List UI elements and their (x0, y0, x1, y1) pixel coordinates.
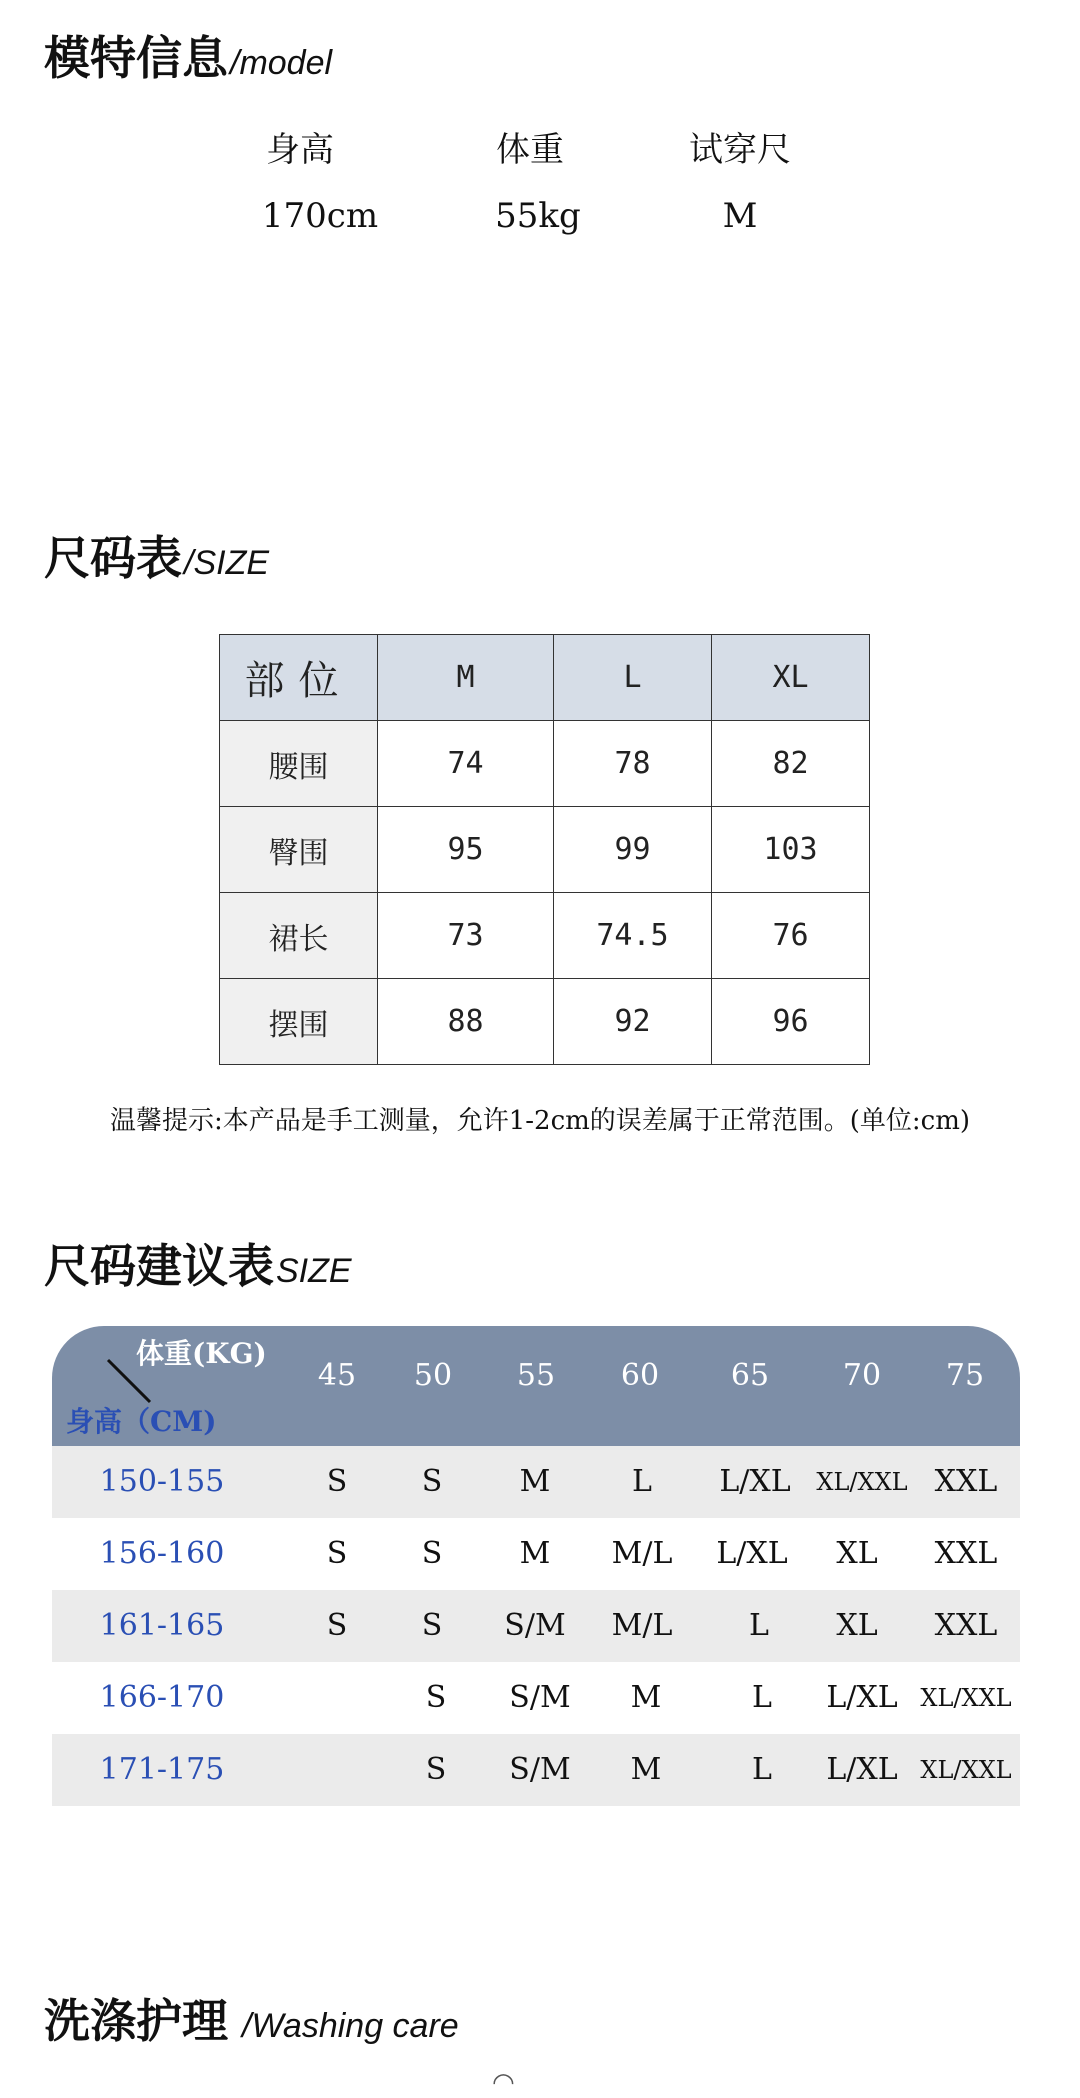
recommend-row (52, 1518, 1020, 1590)
size-cell: XXL (934, 1536, 998, 1571)
size-cell: L/XL (716, 1536, 788, 1571)
table-cell: 88 (378, 979, 554, 1065)
size-cell: M (630, 1680, 662, 1715)
model-title-en: /model (230, 44, 333, 82)
recommend-row (52, 1590, 1020, 1662)
model-value-size: M (722, 196, 758, 236)
weight-col-60: 60 (620, 1358, 660, 1393)
model-section-title (44, 22, 332, 88)
cropped-care-icon: ◠ (492, 2068, 515, 2098)
height-axis-label: 身高（CM) (66, 1405, 217, 1438)
size-cell: S (421, 1536, 443, 1571)
table-row (220, 893, 870, 979)
care-title-zh: 洗涤护理 (44, 1994, 228, 2048)
recommend-table (52, 1326, 1020, 1806)
size-cell: L (749, 1608, 769, 1643)
table-cell: 74.5 (554, 893, 712, 979)
table-row (220, 807, 870, 893)
size-cell: M (519, 1464, 551, 1499)
table-cell: 76 (712, 893, 870, 979)
size-header-part: 部位 (220, 635, 378, 721)
size-cell: L/XL (826, 1752, 898, 1787)
size-cell: XL (836, 1608, 878, 1643)
measurement-note: 温馨提示:本产品是手工测量，允许1-2cm的误差属于正常范围。(单位:cm) (109, 1106, 971, 1136)
size-cell: XL/XXL (920, 1684, 1012, 1712)
part-skirt-length: 裙长 (220, 893, 378, 979)
size-title-en: /SIZE (184, 544, 270, 582)
model-title-zh: 模特信息 (44, 31, 228, 85)
size-cell: S (326, 1464, 348, 1499)
size-title-zh: 尺码表 (44, 531, 182, 585)
size-table-header (220, 635, 870, 721)
recommend-section-title (44, 1230, 352, 1296)
size-cell: L/XL (826, 1680, 898, 1715)
part-hip: 臀围 (220, 807, 378, 893)
table-cell: 92 (554, 979, 712, 1065)
weight-axis-label: 体重(KG) (136, 1337, 267, 1370)
diagonal-divider (104, 1356, 156, 1406)
size-cell: S (326, 1536, 348, 1571)
weight-col-50: 50 (413, 1358, 453, 1393)
table-cell: 103 (712, 807, 870, 893)
size-cell: XXL (934, 1608, 998, 1643)
model-label-weight: 体重 (496, 130, 564, 170)
model-label-height: 身高 (266, 130, 334, 170)
table-cell: 96 (712, 979, 870, 1065)
care-section-title (44, 1985, 459, 2051)
recommend-row (52, 1662, 1020, 1734)
size-cell (282, 1662, 392, 1734)
height-range: 150-155 (99, 1464, 225, 1499)
size-cell: S/M (504, 1608, 566, 1643)
table-row (220, 979, 870, 1065)
model-value-height: 170cm (261, 196, 379, 236)
size-cell: S/M (509, 1752, 571, 1787)
recommend-row (52, 1734, 1020, 1806)
recommend-title-zh: 尺码建议表 (44, 1239, 274, 1293)
care-title-en: /Washing care (242, 2007, 459, 2045)
size-section-title (44, 522, 269, 588)
table-row (220, 721, 870, 807)
size-cell: XL/XXL (920, 1756, 1012, 1784)
part-hem: 摆围 (220, 979, 378, 1065)
size-header-l: L (554, 635, 712, 721)
size-cell: L/XL (719, 1464, 791, 1499)
model-label-size: 试穿尺 (689, 130, 791, 170)
size-cell: L (752, 1752, 772, 1787)
size-cell: S (421, 1608, 443, 1643)
height-range: 166-170 (99, 1680, 225, 1715)
height-range: 156-160 (99, 1536, 225, 1571)
size-cell: S (425, 1680, 447, 1715)
size-cell: XL/XXL (816, 1468, 908, 1496)
size-cell (282, 1734, 392, 1806)
weight-col-55: 55 (516, 1358, 556, 1393)
weight-col-65: 65 (730, 1358, 770, 1393)
model-value-weight: 55kg (495, 196, 581, 236)
table-cell: 82 (712, 721, 870, 807)
table-cell: 73 (378, 893, 554, 979)
height-range: 161-165 (99, 1608, 225, 1643)
size-cell: M (519, 1536, 551, 1571)
size-header-m: M (378, 635, 554, 721)
weight-col-70: 70 (842, 1358, 882, 1393)
recommend-header (52, 1326, 1020, 1446)
recommend-title-en: SIZE (276, 1252, 352, 1290)
table-cell: 78 (554, 721, 712, 807)
table-cell: 99 (554, 807, 712, 893)
size-cell: S/M (509, 1680, 571, 1715)
size-cell: XXL (934, 1464, 998, 1499)
size-table (219, 634, 870, 1065)
size-cell: M (630, 1752, 662, 1787)
height-range: 171-175 (99, 1752, 225, 1787)
size-cell: S (421, 1464, 443, 1499)
size-cell: S (425, 1752, 447, 1787)
size-cell: XL (836, 1536, 878, 1571)
part-waist: 腰围 (220, 721, 378, 807)
size-header-xl: XL (712, 635, 870, 721)
weight-col-45: 45 (317, 1358, 357, 1393)
table-cell: 74 (378, 721, 554, 807)
size-cell: L (752, 1680, 772, 1715)
size-cell: L (632, 1464, 652, 1499)
size-cell: M/L (611, 1608, 673, 1643)
recommend-row (52, 1446, 1020, 1518)
size-cell: S (326, 1608, 348, 1643)
model-info-grid (250, 122, 850, 262)
size-cell: M/L (611, 1536, 673, 1571)
table-cell: 95 (378, 807, 554, 893)
weight-col-75: 75 (945, 1358, 985, 1393)
